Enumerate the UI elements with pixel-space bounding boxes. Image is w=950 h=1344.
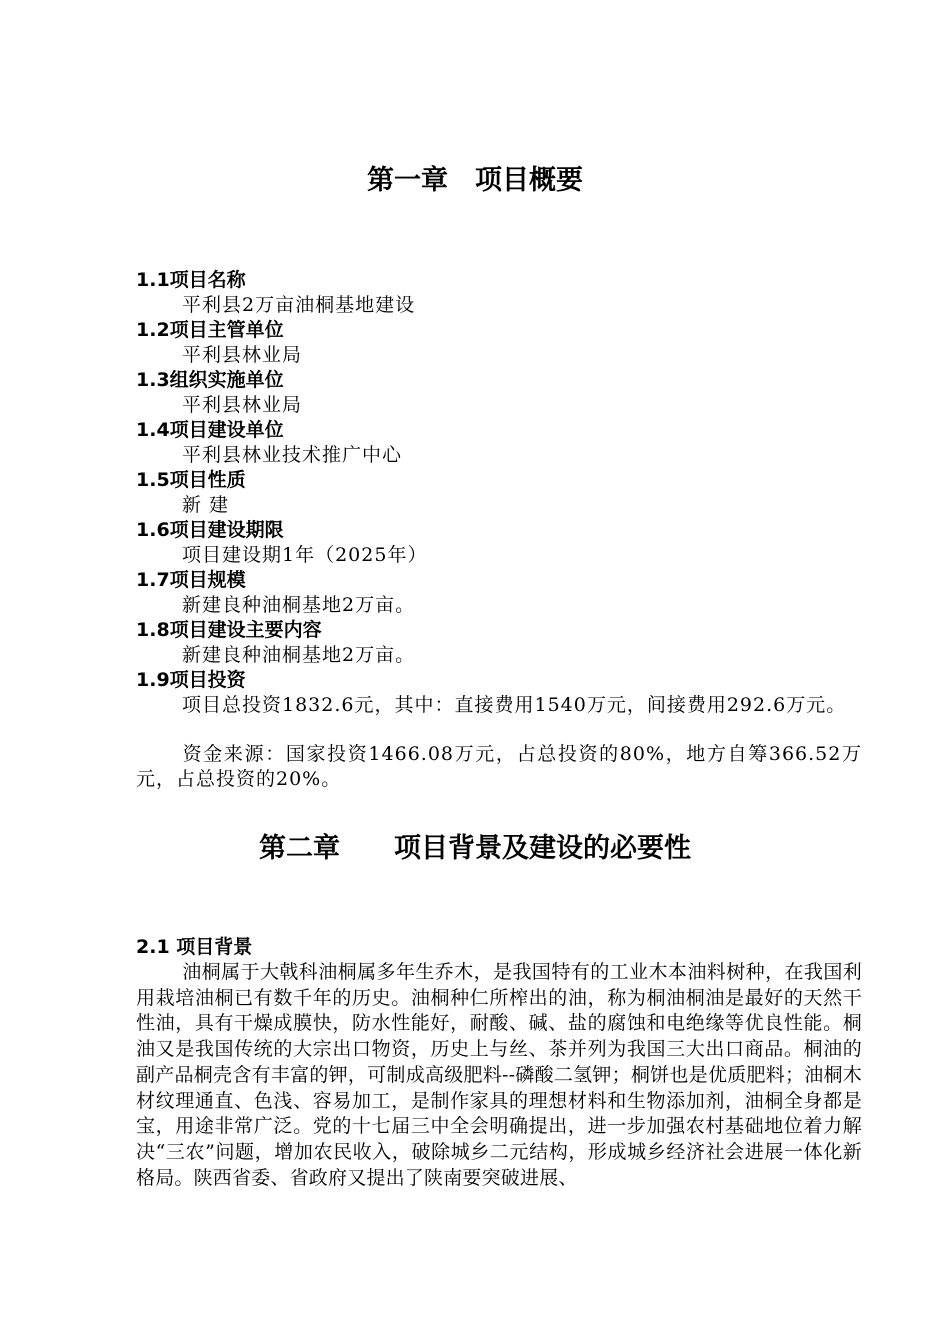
section-1-2-heading: 1.2项目主管单位: [136, 319, 284, 341]
investment-text: 项目总投资1832.6元，其中：直接费用1540万元，间接费用292.6万元。: [182, 694, 847, 716]
section-1-7-heading: 1.7项目规模: [136, 569, 246, 591]
section-1-6-heading: 1.6项目建设期限: [136, 519, 284, 541]
section-1-3-heading: 1.3组织实施单位: [136, 369, 284, 391]
section-1-4-content: 平利县林业技术推广中心: [182, 444, 403, 466]
investment-paragraph: [136, 693, 862, 718]
section-1-7-content: 新建良种油桐基地2万亩。: [182, 594, 416, 616]
section-1-3-content: 平利县林业局: [182, 394, 303, 416]
section-1-2-content: 平利县林业局: [182, 344, 303, 366]
background-paragraph: [136, 960, 862, 1191]
background-text: 油桐属于大戟科油桐属多年生乔木，是我国特有的工业木本油料树种，在我国利用栽培油桐已有数千年的历史。油桐种仁所榨出的油，称为桐油桐油是最好的天然干性油，具有干燥成膜快，防水性能好，耐酸、碱、盐的腐蚀和电绝缘等优良性能。桐油又是我国传统的大宗出口物资，历史上与丝、茶并列为我国三大出口商品。桐油的副产品桐壳含有丰富的钾，可制成高级肥料--磷酸二氢钾；桐饼也是优质肥料；油桐木材纹理通直、色浅、容易加工，是制作家具的理想材料和生物添加剂，油桐全身都是宝，用途非常广泛。党的十七届三中全会明确提出，进一步加强农村基础地位着力解决“三农”问题，增加农民收入，破除城乡二元结构，形成城乡经济社会进展一体化新格局。陕西省委、省政府又提出了陕南要突破进展、: [136, 961, 862, 1189]
section-1-8-heading: 1.8项目建设主要内容: [136, 619, 322, 641]
section-1-5-content: 新 建: [182, 494, 230, 516]
section-1-9-heading: 1.9项目投资: [136, 669, 246, 691]
section-1-4-heading: 1.4项目建设单位: [136, 419, 284, 441]
section-1-6-content: 项目建设期1年（2025年）: [182, 544, 428, 566]
chapter-2-title: 第二章 项目背景及建设的必要性: [259, 833, 691, 864]
section-2-1-heading: 2.1 项目背景: [136, 936, 253, 958]
chapter-1-title: 第一章 项目概要: [367, 165, 583, 196]
section-1-8-content: 新建良种油桐基地2万亩。: [182, 644, 416, 666]
funding-text: 资金来源：国家投资1466.08万元，占总投资的80%，地方自筹366.52万元，占总投资的20%。: [136, 743, 862, 790]
section-1-1-content: 平利县2万亩油桐基地建设: [182, 294, 416, 316]
section-1-5-heading: 1.5项目性质: [136, 469, 246, 491]
funding-paragraph: [136, 742, 862, 791]
section-1-1-heading: 1.1项目名称: [136, 269, 246, 291]
